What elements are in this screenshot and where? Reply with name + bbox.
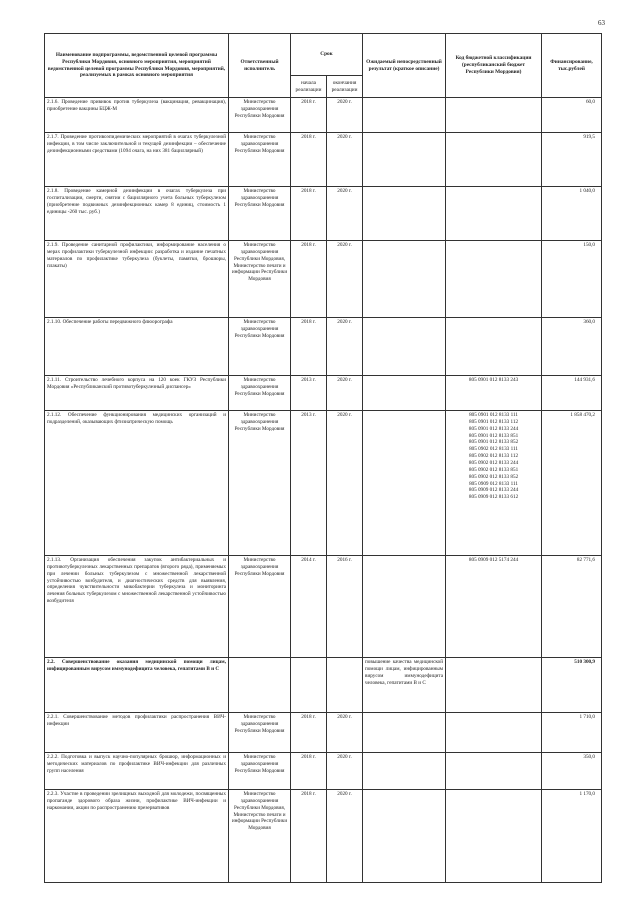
row-end-cell: 2016 г. (327, 556, 363, 658)
row-end-cell: 2020 г. (327, 376, 363, 411)
row-name-cell: 2.1.13. Организация обеспечения закупок антибактериальных и противотуберкулезных лекарственных препаратов (второго ряда), применяемых при лечении больных туберкулезом с множественной лекарственной устойчивостью возбудителя, и диагностических средств для выявления, определения чувствительности микобактерии туберкулеза и мониторинга лечения больных туберкулезом с множественной лекарственной устойчивостью возбудителя (45, 556, 229, 658)
table-row (45, 658, 602, 713)
header-executor: Ответственный исполнитель (229, 34, 291, 98)
row-financing-cell: 919,5 (542, 133, 602, 187)
budget-code: 805 0902 012 8133 111 (469, 446, 518, 453)
table-row (45, 241, 602, 318)
row-result-cell (363, 187, 446, 241)
header-term-start: начала реализации (291, 76, 327, 98)
row-start-cell: 2013 г. (291, 376, 327, 411)
program-table (44, 33, 602, 883)
header-result: Ожидаемый непосредственный результат (краткое описание) (363, 34, 446, 98)
budget-code: 805 0909 012 8133 111 (469, 480, 518, 487)
row-code-cell (446, 411, 542, 556)
budget-code: 805 0901 012 8133 244 (468, 425, 519, 432)
row-financing-cell: 150,0 (542, 241, 602, 318)
row-executor-cell: Министерство здравоохранения Республики Мордовия (229, 713, 291, 753)
budget-code: 805 0901 012 8133 111 (469, 412, 518, 418)
row-financing-cell: 1 170,0 (542, 790, 602, 883)
row-name-cell: 2.2.2. Подготовка и выпуск научно-популярных брошюр, информационных и методических материалов по профилактике ВИЧ-инфекции для различных групп населения (45, 753, 229, 790)
table-row (45, 753, 602, 790)
row-name-cell: 2.2.1. Совершенствование методов профилактики распространения ВИЧ-инфекции (45, 713, 229, 753)
row-name-cell: 2.2. Совершенствование оказания медицинской помощи лицам, инфицированным вирусом иммунодефицита человека, гепатитами В и С (45, 658, 229, 713)
budget-code: 805 0901 012 8133 851 (468, 432, 519, 439)
row-financing-cell: 1 040,0 (542, 187, 602, 241)
row-start-cell: 2013 г. (291, 411, 327, 556)
budget-code: 805 0901 012 8133 112 (468, 418, 519, 425)
table-row (45, 411, 602, 556)
table-row (45, 790, 602, 883)
header-code: Код бюджетной классификации (республиканский бюджет Республики Мордовия) (446, 34, 542, 98)
row-name-cell: 2.1.11. Строительство лечебного корпуса на 120 коек ГКУЗ Республики Мордовия «Республиканский противотуберкулезный диспансер» (45, 376, 229, 411)
row-result-cell (363, 98, 446, 133)
row-result-cell (363, 376, 446, 411)
row-end-cell: 2020 г. (327, 753, 363, 790)
row-financing-cell: 350,0 (542, 753, 602, 790)
table-row (45, 556, 602, 658)
budget-code: 805 0902 012 8133 851 (468, 466, 519, 473)
row-name-cell: 2.1.6. Проведение прививок против туберкулеза (вакцинация, ревакцинация), приобретение вакцины БЦЖ-М (45, 98, 229, 133)
budget-code: 805 0909 012 8133 612 (468, 494, 519, 501)
budget-code: 805 0909 012 8133 244 (468, 487, 519, 494)
row-financing-cell: 144 931,6 (542, 376, 602, 411)
row-executor-cell: Министерство здравоохранения Республики Мордовия (229, 133, 291, 187)
row-result-cell (363, 133, 446, 187)
row-financing-cell: 360,0 (542, 318, 602, 376)
row-end-cell: 2020 г. (327, 318, 363, 376)
row-start-cell: 2018 г. (291, 98, 327, 133)
row-start-cell: 2018 г. (291, 753, 327, 790)
row-executor-cell: Министерство здравоохранения Республики Мордовия (229, 411, 291, 556)
table-row (45, 133, 602, 187)
row-end-cell: 2020 г. (327, 98, 363, 133)
row-executor-cell: Министерство здравоохранения Республики Мордовия (229, 187, 291, 241)
row-result-cell (363, 753, 446, 790)
row-executor-cell: Министерство здравоохранения Республики Мордовия (229, 98, 291, 133)
row-name-cell: 2.1.10. Обеспечение работы передвижного флюорографа (45, 318, 229, 376)
row-code-cell (446, 133, 542, 187)
row-result-cell: повышение качества медицинской помощи лицам, инфицированным вирусом иммунодефицита человека, гепатитами В и С (363, 658, 446, 713)
row-result-cell (363, 556, 446, 658)
row-code-cell (446, 713, 542, 753)
row-name-cell: 2.2.3. Участие в проведении зрелищных выходной для молодежи, посвященных пропаганде здорового образа жизни, профилактике ВИЧ-инфекции и наркомании, акции по распространению презервативов (45, 790, 229, 883)
row-executor-cell: Министерство здравоохранения Республики Мордовия (229, 318, 291, 376)
table-row (45, 713, 602, 753)
row-start-cell (291, 658, 327, 713)
row-executor-cell: Министерство здравоохранения Республики Мордовия (229, 376, 291, 411)
table-row (45, 98, 602, 133)
row-code-cell (446, 658, 542, 713)
row-executor-cell: Министерство здравоохранения Республики Мордовия (229, 556, 291, 658)
row-code-cell (446, 98, 542, 133)
row-name-cell: 2.1.8. Проведение камерной дезинфекции в очагах туберкулеза при госпитализации, смерти, снятии с бациллярного учета больных туберкулезом (приобретение подвижных дезинфекционных камер 8 единиц, стоимость 1 единицы -260 тыс. руб.) (45, 187, 229, 241)
row-name-cell: 2.1.7. Проведение противоэпидемических мероприятий в очагах туберкулезной инфекции, в том числе заключительной и текущей дезинфекции – обеспечение дезинфекционными средствами (1094 очага, на них 381 бациллярный) (45, 133, 229, 187)
row-start-cell: 2018 г. (291, 318, 327, 376)
table-row (45, 318, 602, 376)
row-code-cell (446, 241, 542, 318)
row-executor-cell: Министерство здравоохранения Республики Мордовия (229, 753, 291, 790)
header-term-end: окончания реализации (327, 76, 363, 98)
header-financing: Финансирование, тыс.рублей (542, 34, 602, 98)
row-executor-cell: Министерство здравоохранения Республики Мордовия, Министерство печати и информации Республики Мордовия (229, 790, 291, 883)
row-result-cell (363, 790, 446, 883)
budget-code: 805 0901 012 8133 243 (468, 377, 519, 383)
row-end-cell (327, 658, 363, 713)
row-start-cell: 2018 г. (291, 713, 327, 753)
header-term: Срок (291, 34, 363, 76)
row-start-cell: 2014 г. (291, 556, 327, 658)
row-executor-cell (229, 658, 291, 713)
row-financing-cell: 1 858 470,2 (542, 411, 602, 556)
row-result-cell (363, 241, 446, 318)
table-row (45, 187, 602, 241)
row-start-cell: 2018 г. (291, 241, 327, 318)
budget-code: 805 0901 012 8133 852 (468, 439, 519, 446)
row-financing-cell: 60,0 (542, 98, 602, 133)
table-row (45, 376, 602, 411)
row-code-cell (446, 187, 542, 241)
row-code-cell (446, 318, 542, 376)
row-end-cell: 2020 г. (327, 133, 363, 187)
table-header (45, 34, 602, 98)
budget-code: 805 0902 012 8133 244 (468, 460, 519, 467)
row-executor-cell: Министерство здравоохранения Республики Мордовия, Министерство печати и информации Республики Мордовия (229, 241, 291, 318)
row-result-cell (363, 713, 446, 753)
row-name-cell: 2.1.9. Проведение санитарной профилактики, информирование населения о мерах профилактики туберкулезной инфекции: разработка и издание печатных материалов по профилактике туберкулеза (буклеты, памятки, брошюры, плакаты) (45, 241, 229, 318)
row-end-cell: 2020 г. (327, 411, 363, 556)
row-financing-cell: 82 771,6 (542, 556, 602, 658)
budget-code: 805 0902 012 8133 112 (468, 453, 519, 460)
page-number: 63 (598, 19, 605, 27)
budget-code: 805 0902 012 8133 852 (468, 473, 519, 480)
row-financing-cell: 1 710,0 (542, 713, 602, 753)
row-start-cell: 2018 г. (291, 133, 327, 187)
budget-code: 805 0909 012 5174 244 (468, 557, 519, 563)
row-code-cell (446, 556, 542, 658)
row-code-cell (446, 376, 542, 411)
row-end-cell: 2020 г. (327, 241, 363, 318)
row-result-cell (363, 411, 446, 556)
table-body (45, 98, 602, 883)
row-code-cell (446, 790, 542, 883)
row-start-cell: 2018 г. (291, 187, 327, 241)
row-end-cell: 2020 г. (327, 713, 363, 753)
row-end-cell: 2020 г. (327, 187, 363, 241)
row-end-cell: 2020 г. (327, 790, 363, 883)
row-code-cell (446, 753, 542, 790)
row-name-cell: 2.1.12. Обеспечение функционирования медицинских организаций и подразделений, оказывающих фтизиатрическую помощь (45, 411, 229, 556)
row-start-cell: 2018 г. (291, 790, 327, 883)
row-financing-cell: 510 300,9 (542, 658, 602, 713)
header-name: Наименование подпрограммы, ведомственной целевой программы Республики Мордовия, основного мероприятия, мероприятий ведомственной целевой программы Республики Мордовия, мероприятий, реализуемых в рамках основного мероприятия (45, 34, 229, 98)
row-result-cell (363, 318, 446, 376)
